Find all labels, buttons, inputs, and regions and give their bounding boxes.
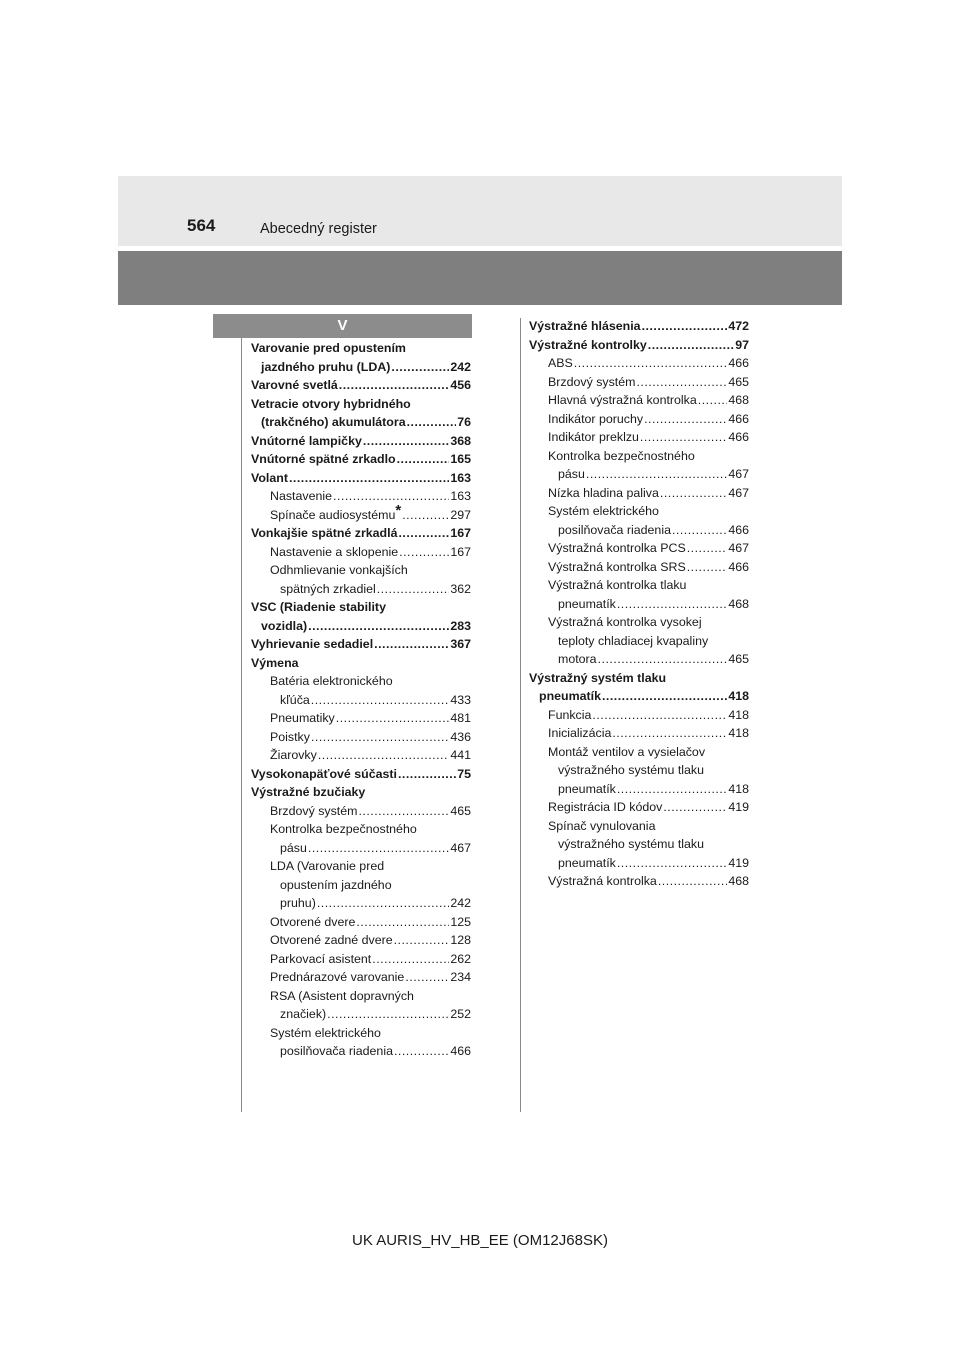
page-ref: 167 bbox=[450, 526, 471, 540]
page-ref: 433 bbox=[450, 692, 471, 707]
index-subentry[interactable]: Výstražná kontrolka SRS ..... 466 bbox=[529, 558, 749, 577]
index-entry[interactable]: Vyhrievanie sedadiel ..... 367 bbox=[251, 635, 471, 654]
index-subentry[interactable]: Pneumatiky ..... 481 bbox=[251, 709, 471, 728]
index-subentry[interactable]: pruhu) ..... 242 bbox=[251, 894, 471, 913]
index-entry-line: Varovanie pred opustením bbox=[251, 341, 406, 355]
index-entry[interactable]: Varovné svetlá ..... 456 bbox=[251, 376, 471, 395]
page-ref: 418 bbox=[728, 689, 749, 703]
index-subentry[interactable]: posilňovača riadenia ..... 466 bbox=[251, 1042, 471, 1061]
index-subentry[interactable]: Výstražná kontrolka PCS ..... 467 bbox=[529, 539, 749, 558]
page-ref: 468 bbox=[728, 874, 749, 888]
index-column-right bbox=[529, 317, 749, 891]
column-divider-left bbox=[241, 338, 242, 1112]
page-ref: 367 bbox=[450, 637, 471, 651]
index-subentry[interactable]: Nastavenie ..... 163 bbox=[251, 487, 471, 506]
page-ref: 467 bbox=[450, 840, 471, 855]
page-ref: 466 bbox=[728, 430, 749, 444]
index-subentry-line: Výstražná kontrolka vysokej bbox=[548, 615, 702, 629]
page-ref: 467 bbox=[728, 485, 749, 500]
index-column-left bbox=[251, 339, 471, 1061]
index-subentry-line: RSA (Asistent dopravných bbox=[270, 988, 414, 1003]
header-band bbox=[118, 176, 842, 246]
page-ref: 468 bbox=[728, 596, 749, 611]
index-subentry-line: výstražného systému tlaku bbox=[558, 763, 704, 777]
page-ref: 436 bbox=[450, 729, 471, 744]
page-ref: 466 bbox=[728, 356, 749, 370]
page-ref: 456 bbox=[450, 378, 471, 392]
index-subentry-line: LDA (Varovanie pred bbox=[270, 859, 385, 873]
page-ref: 466 bbox=[450, 1044, 471, 1058]
section-title: Abecedný register bbox=[260, 221, 377, 237]
column-divider-right bbox=[520, 318, 521, 1112]
index-subentry-line: Kontrolka bezpečnostného bbox=[270, 822, 417, 836]
index-subentry[interactable]: Poistky ..... 436 bbox=[251, 728, 471, 747]
index-subentry[interactable]: Otvorené dvere ..... 125 bbox=[251, 913, 471, 932]
index-subentry[interactable]: Otvorené zadné dvere ..... 128 bbox=[251, 931, 471, 950]
page-ref: 242 bbox=[450, 359, 471, 374]
index-entry-line: Vetracie otvory hybridného bbox=[251, 396, 411, 411]
index-subentry[interactable]: Hlavná výstražná kontrolka ..... 468 bbox=[529, 391, 749, 410]
index-subentry[interactable]: Nastavenie a sklopenie ..... 167 bbox=[251, 543, 471, 562]
page-ref: 283 bbox=[450, 618, 471, 633]
page-ref: 163 bbox=[450, 489, 471, 503]
index-entry[interactable]: Vnútorné spätné zrkadlo ..... 165 bbox=[251, 450, 471, 469]
index-subentry-line: Odhmlievanie vonkajších bbox=[270, 563, 408, 577]
index-subentry-line: teploty chladiacej kvapaliny bbox=[558, 633, 709, 648]
index-entry-line: Výstražný systém tlaku bbox=[529, 670, 667, 685]
index-subentry[interactable]: pneumatík ..... 468 bbox=[529, 595, 749, 614]
page-ref: 165 bbox=[450, 452, 471, 466]
index-subentry-line: Batéria elektronického bbox=[270, 674, 393, 688]
index-subentry[interactable]: Nízka hladina paliva ..... 467 bbox=[529, 484, 749, 503]
page-ref: 418 bbox=[728, 707, 749, 722]
index-subentry[interactable]: Brzdový systém ..... 465 bbox=[529, 373, 749, 392]
page-ref: 418 bbox=[728, 781, 749, 796]
index-entry[interactable]: jazdného pruhu (LDA) ..... 242 bbox=[251, 358, 471, 377]
page-ref: 242 bbox=[450, 896, 471, 910]
page-ref: 252 bbox=[450, 1007, 471, 1021]
index-subentry-line: Systém elektrického bbox=[270, 1025, 381, 1040]
page-number: 564 bbox=[187, 216, 216, 235]
index-subentry[interactable]: Prednárazové varovanie ..... 234 bbox=[251, 968, 471, 987]
page-ref: 297 bbox=[450, 507, 471, 522]
page-ref: 466 bbox=[728, 522, 749, 537]
index-entry-line: VSC (Riadenie stability bbox=[251, 600, 386, 614]
page-ref: 419 bbox=[728, 855, 749, 870]
header-dark-band bbox=[118, 251, 842, 305]
index-entry[interactable]: pneumatík ..... 418 bbox=[529, 687, 749, 706]
page-ref: 465 bbox=[728, 652, 749, 666]
page-ref: 128 bbox=[450, 933, 471, 947]
page-ref: 97 bbox=[735, 337, 749, 352]
index-subentry-line: Kontrolka bezpečnostného bbox=[548, 448, 695, 463]
page-ref: 125 bbox=[450, 914, 471, 929]
index-entry[interactable]: Vysokonapäťové súčasti ..... 75 bbox=[251, 765, 471, 784]
page-ref: 467 bbox=[728, 541, 749, 555]
index-subentry-line: Montáž ventilov a vysielačov bbox=[548, 744, 706, 759]
page-ref: 467 bbox=[728, 467, 749, 481]
index-subentry-line: Výstražná kontrolka tlaku bbox=[548, 578, 687, 592]
index-subentry[interactable]: Funkcia ..... 418 bbox=[529, 706, 749, 725]
index-subentry[interactable]: Žiarovky ..... 441 bbox=[251, 746, 471, 765]
page-ref: 75 bbox=[457, 766, 471, 781]
index-subentry[interactable]: Brzdový systém ..... 465 bbox=[251, 802, 471, 821]
index-subentry-line: opustením jazdného bbox=[280, 877, 392, 892]
page-ref: 234 bbox=[450, 970, 471, 984]
page-ref: 468 bbox=[728, 393, 749, 407]
index-subentry[interactable]: Spínače audiosystému* ..... 297 bbox=[251, 506, 471, 525]
page-ref: 472 bbox=[728, 319, 749, 333]
page-ref: 466 bbox=[728, 559, 749, 574]
index-subentry[interactable]: Indikátor poruchy ..... 466 bbox=[529, 410, 749, 429]
index-subentry-line: Spínač vynulovania bbox=[548, 818, 656, 833]
page-ref: 441 bbox=[450, 748, 471, 762]
footnote-mark: * bbox=[395, 501, 402, 519]
index-entry[interactable]: Výstražné kontrolky ..... 97 bbox=[529, 336, 749, 355]
index-subentry[interactable]: pneumatík ..... 418 bbox=[529, 780, 749, 799]
page-ref: 481 bbox=[450, 711, 471, 725]
index-subentry-line: výstražného systému tlaku bbox=[558, 837, 704, 851]
index-entry[interactable]: Výstražné hlásenia ..... 472 bbox=[529, 317, 749, 336]
index-subentry[interactable]: motora ..... 465 bbox=[529, 650, 749, 669]
page-ref: 419 bbox=[728, 800, 749, 814]
index-subentry-line: Systém elektrického bbox=[548, 504, 659, 518]
index-subentry[interactable]: pneumatík ..... 419 bbox=[529, 854, 749, 873]
index-subentry[interactable]: pásu ..... 467 bbox=[251, 839, 471, 858]
index-subentry[interactable]: Výstražná kontrolka ..... 468 bbox=[529, 872, 749, 891]
page-ref: 362 bbox=[450, 581, 471, 596]
page-ref: 465 bbox=[728, 374, 749, 389]
page-ref: 466 bbox=[728, 411, 749, 426]
index-entry[interactable]: vozidla) ..... 283 bbox=[251, 617, 471, 636]
index-subentry[interactable]: kľúča ..... 433 bbox=[251, 691, 471, 710]
index-entry[interactable]: (trakčného) akumulátora ..... 76 bbox=[251, 413, 471, 432]
index-entry[interactable]: Vnútorné lampičky ..... 368 bbox=[251, 432, 471, 451]
page-ref: 163 bbox=[450, 470, 471, 485]
page-ref: 167 bbox=[450, 544, 471, 559]
index-subentry[interactable]: spätných zrkadiel ..... 362 bbox=[251, 580, 471, 599]
index-subentry[interactable]: pásu ..... 467 bbox=[529, 465, 749, 484]
index-entry-heading: Výstražné bzučiaky bbox=[251, 785, 366, 799]
index-subentry[interactable]: značiek) ..... 252 bbox=[251, 1005, 471, 1024]
index-subentry[interactable]: Inicializácia ..... 418 bbox=[529, 724, 749, 743]
page-ref: 76 bbox=[457, 415, 471, 429]
index-subentry[interactable]: ABS ..... 466 bbox=[529, 354, 749, 373]
index-subentry[interactable]: Indikátor preklzu ..... 466 bbox=[529, 428, 749, 447]
page-ref: 368 bbox=[450, 433, 471, 448]
index-subentry[interactable]: posilňovača riadenia ..... 466 bbox=[529, 521, 749, 540]
index-letter-heading: V bbox=[213, 314, 472, 338]
document-code-footer: UK AURIS_HV_HB_EE (OM12J68SK) bbox=[352, 1232, 608, 1249]
page-ref: 465 bbox=[450, 803, 471, 818]
index-subentry[interactable]: Registrácia ID kódov ..... 419 bbox=[529, 798, 749, 817]
page-ref: 262 bbox=[450, 951, 471, 966]
index-entry[interactable]: Vonkajšie spätné zrkadlá ..... 167 bbox=[251, 524, 471, 543]
index-subentry[interactable]: Parkovací asistent ..... 262 bbox=[251, 950, 471, 969]
index-entry[interactable]: Volant ..... 163 bbox=[251, 469, 471, 488]
index-entry-heading: Výmena bbox=[251, 655, 299, 670]
page-ref: 418 bbox=[728, 726, 749, 740]
